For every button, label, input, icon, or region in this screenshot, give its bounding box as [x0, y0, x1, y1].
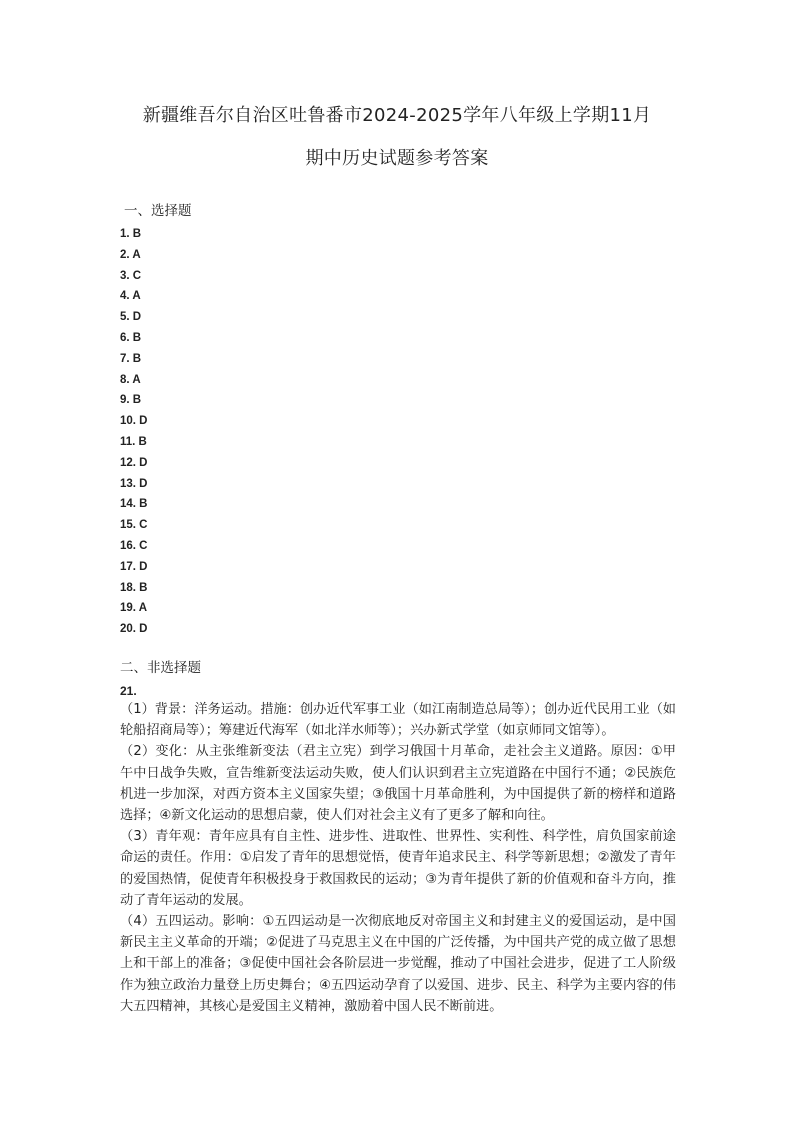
answer-item: 5. D: [120, 311, 142, 324]
answer-item: 10. D: [120, 415, 148, 428]
answer-item: 9. B: [120, 394, 142, 407]
document-title-line1: 新疆维吾尔自治区吐鲁番市2024-2025学年八年级上学期11月: [142, 105, 652, 126]
answer-item: 20. D: [120, 623, 148, 636]
answer-item: 11. B: [120, 435, 147, 448]
answer-item: 15. C: [120, 519, 148, 532]
answer-item: 1. B: [120, 228, 142, 240]
answer-body: [120, 699, 676, 1017]
answer-paragraph: （4）五四运动。影响：①五四运动是一次彻底地反对帝国主义和封建主义的爱国运动，是中国新民主主义革命的开端；②促进了马克思主义在中国的广泛传播，为中国共产党的成立做了思想上和干部上的准备；③促使中国社会各阶层进一步觉醒，推动了中国社会进步，促进了工人阶级作为独立政治力量登上历史舞台；④五四运动孕育了以爱国、进步、民主、科学为主要内容的伟大五四精神，其核心是爱国主义精神，激励着中国人民不断前进。: [120, 914, 676, 1014]
section-heading-non-choice: 二、非选择题: [120, 660, 201, 676]
answer-item: 7. B: [120, 352, 142, 365]
answer-item: 8. A: [120, 373, 141, 386]
answer-item: 4. A: [120, 290, 141, 303]
answer-item: 16. C: [120, 539, 148, 552]
answer-paragraph: （2）变化：从主张维新变法（君主立宪）到学习俄国十月革命，走社会主义道路。原因：①甲午中日战争失败，宣告维新变法运动失败，使人们认识到君主立宪道路在中国行不通；②民族危机进一步加深，对西方资本主义国家失望；③俄国十月革命胜利，为中国提供了新的榜样和道路选择；④新文化运动的思想启蒙，使人们对社会主义有了更多了解和向往。: [120, 744, 676, 824]
answer-item: 3. C: [120, 269, 142, 282]
answer-list: [120, 224, 148, 640]
answer-item: 13. D: [120, 477, 148, 490]
answer-item: 6. B: [120, 331, 142, 344]
answer-paragraph: （3）青年观：青年应具有自主性、进步性、进取性、世界性、实利性、科学性，肩负国家前途命运的责任。作用：①启发了青年的思想觉悟，使青年追求民主、科学等新思想；②激发了青年的爱国热情，促使青年积极投身于救国救民的运动；③为青年提供了新的价值观和奋斗方向，推动了青年运动的发展。: [120, 829, 676, 908]
answer-item: 12. D: [120, 456, 148, 469]
section-heading-choice: 一、选择题: [124, 203, 192, 219]
answer-item: 14. B: [120, 498, 148, 511]
answer-item: 18. B: [120, 581, 148, 594]
document-title-line2: 期中历史试题参考答案: [305, 148, 489, 169]
question-number: 21.: [120, 684, 137, 698]
answer-paragraph: （1）背景：洋务运动。措施：创办近代军事工业（如江南制造总局等）；创办近代民用工业（如轮船招商局等）；筹建近代海军（如北洋水师等）；兴办新式学堂（如京师同文馆等）。: [120, 702, 676, 739]
answer-item: 19. A: [120, 602, 148, 615]
answer-item: 17. D: [120, 560, 148, 573]
answer-item: 2. A: [120, 248, 141, 261]
